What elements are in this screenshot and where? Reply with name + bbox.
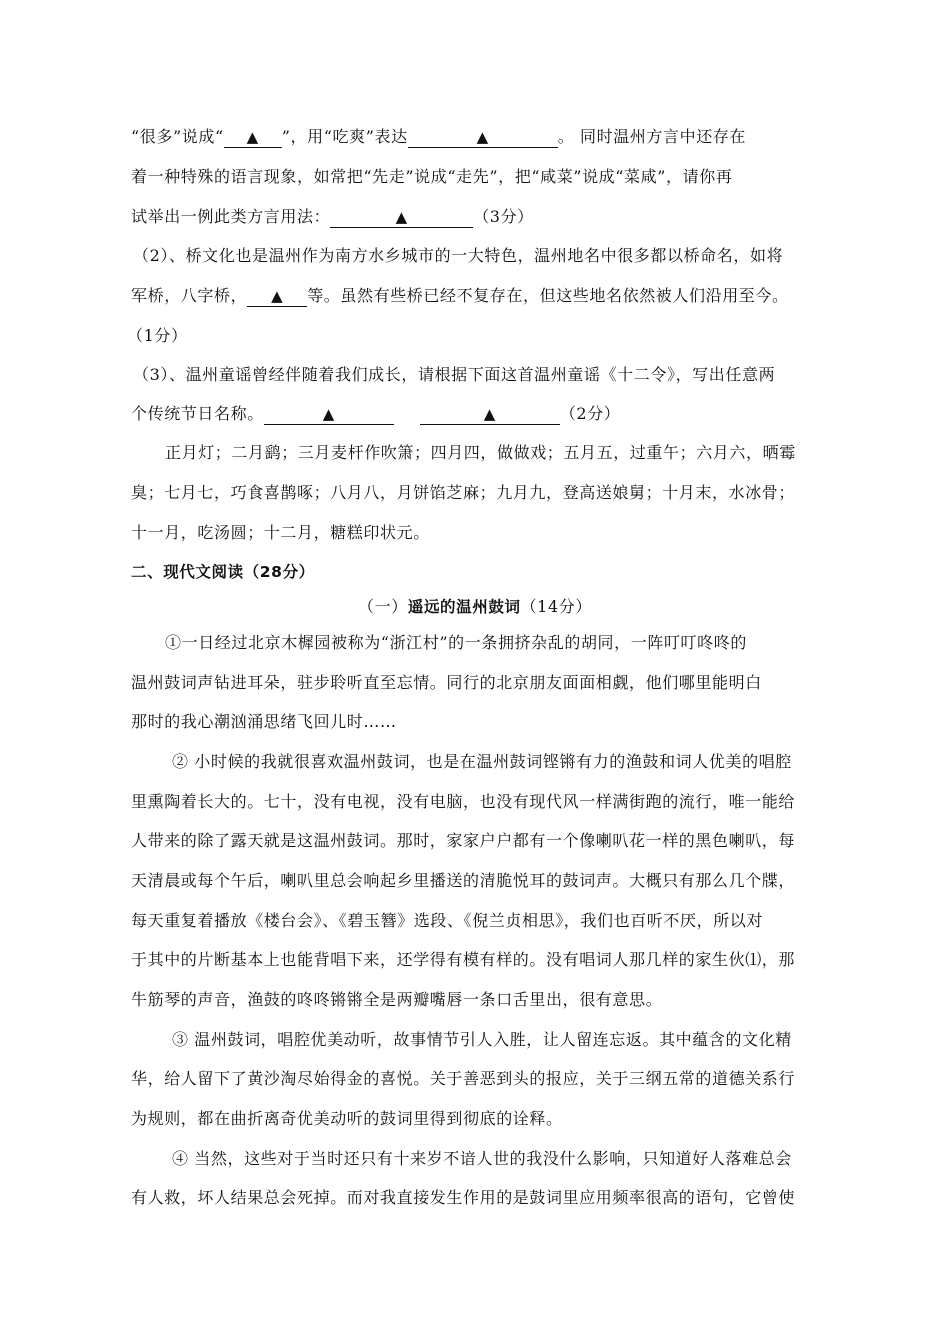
para2-line-3: 人带来的除了露天就是这温州鼓词。那时，家家户户都有一个像喇叭花一样的黑色喇叭，每 (131, 831, 796, 850)
score-label: （3分） (473, 207, 534, 226)
q3-text: 个传统节日名称。 (131, 404, 264, 423)
q1-text: 试举出一例此类方言用法： (131, 207, 331, 226)
q1-line-2: 着一种特殊的语言现象，如常把“先走”说成“走先”，把“咸菜”说成“菜咸”，请你再 (131, 167, 733, 186)
q2-line-1: （2）、桥文化也是温州作为南方水乡城市的一大特色，温州地名中很多都以桥命名，如将 (133, 246, 784, 265)
para3-line-2: 华，给人留下了黄沙淘尽始得金的喜悦。关于善恶到头的报应，关于三纲五常的道德关系行 (131, 1069, 796, 1088)
score-label: （2分） (559, 404, 621, 423)
answer-blank[interactable]: ▲ (420, 405, 560, 425)
answer-blank[interactable]: ▲ (408, 128, 558, 148)
para2-line-2: 里熏陶着长大的。七十，没有电视，没有电脑，也没有现代风一样满街跑的流行，唯一能给 (131, 792, 796, 811)
rhyme-line-3: 十一月，吃汤圆；十二月，糖糕印状元。 (131, 523, 430, 542)
para3-line-3: 为规则，都在曲折离奇优美动听的鼓词里得到彻底的诠释。 (131, 1109, 563, 1128)
answer-blank[interactable]: ▲ (224, 128, 282, 148)
para2-line-6: 于其中的片断基本上也能背唱下来，还学得有模有样的。没有唱词人那几样的家生伙⑴，那 (131, 950, 796, 969)
passage-number: （一） (358, 597, 408, 616)
para4-line-2: 有人救，坏人结果总会死掉。而对我直接发生作用的是鼓词里应用频率很高的语句，它曾使 (131, 1188, 796, 1207)
q3-line-1: （3）、温州童谣曾经伴随着我们成长，请根据下面这首温州童谣《十二令》，写出任意两 (133, 365, 776, 384)
para4-line-1: ④ 当然，这些对于当时还只有十来岁不谙人世的我没什么影响，只知道好人落难总会 (172, 1149, 792, 1168)
q2-score: （1分） (127, 326, 188, 345)
para2-line-7: 牛筋琴的声音，渔鼓的咚咚锵锵全是两瓣嘴唇一条口舌里出，很有意思。 (131, 990, 663, 1009)
section-heading: 二、现代文阅读（28分） (131, 563, 315, 581)
para1-line-2: 温州鼓词声钻进耳朵，驻步聆听直至忘情。同行的北京朋友面面相觑，他们哪里能明白 (131, 673, 762, 692)
q1-text: ”，用“吃爽”表达 (281, 127, 408, 146)
para1-line-3: 那时的我心潮汹涌思绪飞回儿时…… (131, 712, 397, 731)
answer-blank[interactable]: ▲ (247, 287, 307, 307)
answer-blank[interactable]: ▲ (330, 208, 473, 228)
q1-line-3 (131, 207, 534, 228)
passage-title (0, 597, 950, 617)
q1-line-1 (131, 127, 746, 148)
q1-text: “很多”说成“ (131, 127, 224, 146)
para3-line-1: ③ 温州鼓词，唱腔优美动听，故事情节引人入胜，让人留连忘返。其中蕴含的文化精 (172, 1030, 792, 1049)
q1-text: 。 同时温州方言中还存在 (557, 127, 746, 146)
q2-text: 等。虽然有些桥已经不复存在，但这些地名依然被人们沿用至今。 (307, 286, 789, 305)
q3-line-2 (131, 404, 620, 425)
q2-text: 军桥，八字桥， (131, 286, 248, 305)
score-label: （14分） (520, 597, 592, 616)
para2-line-4: 天清晨或每个午后，喇叭里总会响起乡里播送的清脆悦耳的鼓词声。大概只有那么几个牒， (131, 871, 796, 890)
para1-line-1: ①一日经过北京木樨园被称为“浙江村”的一条拥挤杂乱的胡同，一阵叮叮咚咚的 (165, 633, 747, 652)
q2-line-2 (131, 286, 789, 307)
para2-line-1: ② 小时候的我就很喜欢温州鼓词，也是在温州鼓词铿锵有力的渔鼓和词人优美的唱腔 (172, 752, 792, 771)
rhyme-line-2: 臭；七月七，巧食喜鹊啄；八月八，月饼馅芝麻；九月九，登高送娘舅；十月末，水冰骨； (131, 483, 796, 502)
answer-blank[interactable]: ▲ (264, 405, 394, 425)
rhyme-line-1: 正月灯；二月鹞；三月麦杆作吹箫；四月四，做做戏；五月五，过重午；六月六，晒霉 (165, 443, 796, 462)
para2-line-5: 每天重复着播放《楼台会》、《碧玉簪》选段、《倪兰贞相思》，我们也百听不厌，所以对 (131, 911, 764, 930)
passage-title-text: 遥远的温州鼓词 (407, 598, 521, 616)
